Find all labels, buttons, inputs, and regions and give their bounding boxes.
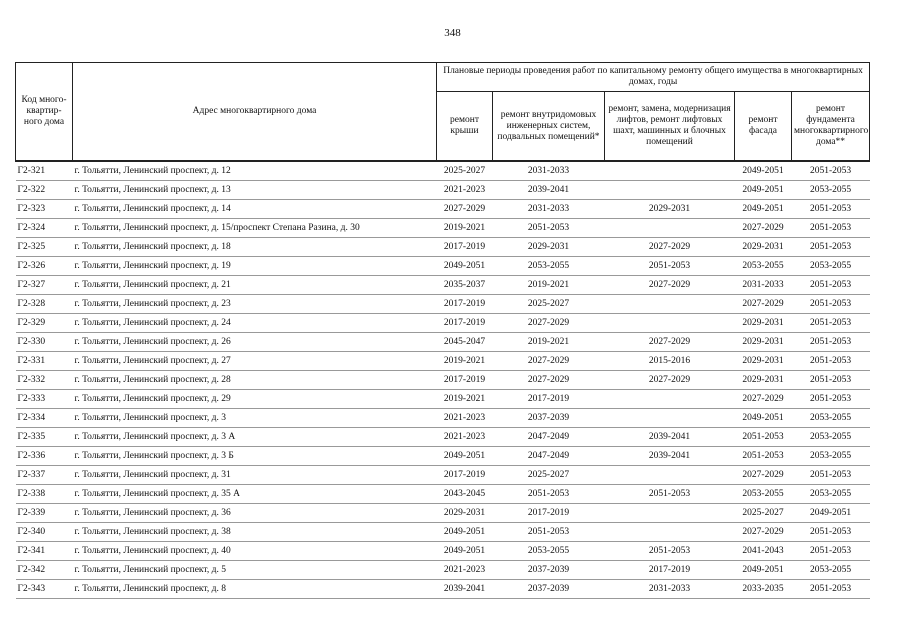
cell-foundation: 2051-2053 xyxy=(792,238,870,257)
cell-systems: 2025-2027 xyxy=(493,466,605,485)
table-row xyxy=(16,371,870,390)
cell-roof: 2025-2027 xyxy=(437,161,493,181)
cell-address: г. Тольятти, Ленинский проспект, д. 3 А xyxy=(73,428,437,447)
cell-address: г. Тольятти, Ленинский проспект, д. 19 xyxy=(73,257,437,276)
cell-systems: 2051-2053 xyxy=(493,219,605,238)
cell-address: г. Тольятти, Ленинский проспект, д. 5 xyxy=(73,561,437,580)
cell-facade: 2049-2051 xyxy=(735,200,792,219)
header-roof: ремонт крыши xyxy=(437,92,493,162)
cell-systems: 2031-2033 xyxy=(493,161,605,181)
cell-roof: 2017-2019 xyxy=(437,466,493,485)
cell-foundation: 2051-2053 xyxy=(792,219,870,238)
cell-systems: 2047-2049 xyxy=(493,428,605,447)
cell-foundation: 2051-2053 xyxy=(792,276,870,295)
cell-roof: 2019-2021 xyxy=(437,390,493,409)
cell-systems: 2053-2055 xyxy=(493,542,605,561)
cell-code: Г2-328 xyxy=(16,295,73,314)
table-row xyxy=(16,238,870,257)
cell-foundation: 2053-2055 xyxy=(792,181,870,200)
cell-foundation: 2053-2055 xyxy=(792,257,870,276)
table-row xyxy=(16,561,870,580)
cell-foundation: 2051-2053 xyxy=(792,161,870,181)
cell-code: Г2-336 xyxy=(16,447,73,466)
cell-foundation: 2051-2053 xyxy=(792,390,870,409)
header-foundation: ремонт фундамента многоквартирного дома** xyxy=(792,92,870,162)
cell-foundation: 2051-2053 xyxy=(792,295,870,314)
cell-foundation: 2053-2055 xyxy=(792,485,870,504)
cell-code: Г2-322 xyxy=(16,181,73,200)
cell-elevators: 2027-2029 xyxy=(605,333,735,352)
cell-roof: 2019-2021 xyxy=(437,219,493,238)
cell-elevators: 2051-2053 xyxy=(605,542,735,561)
cell-elevators xyxy=(605,504,735,523)
cell-foundation: 2049-2051 xyxy=(792,504,870,523)
cell-code: Г2-334 xyxy=(16,409,73,428)
table-row xyxy=(16,428,870,447)
cell-code: Г2-343 xyxy=(16,580,73,599)
cell-address: г. Тольятти, Ленинский проспект, д. 13 xyxy=(73,181,437,200)
cell-roof: 2019-2021 xyxy=(437,352,493,371)
header-periods: Плановые периоды проведения работ по капитальному ремонту общего имущества в многоквартирных домах, годы xyxy=(437,63,870,92)
cell-roof: 2021-2023 xyxy=(437,428,493,447)
cell-foundation: 2051-2053 xyxy=(792,200,870,219)
cell-code: Г2-340 xyxy=(16,523,73,542)
cell-code: Г2-338 xyxy=(16,485,73,504)
cell-systems: 2017-2019 xyxy=(493,504,605,523)
table-row xyxy=(16,466,870,485)
cell-address: г. Тольятти, Ленинский проспект, д. 18 xyxy=(73,238,437,257)
cell-roof: 2029-2031 xyxy=(437,504,493,523)
cell-elevators xyxy=(605,523,735,542)
table-row xyxy=(16,485,870,504)
table-row xyxy=(16,181,870,200)
cell-facade: 2033-2035 xyxy=(735,580,792,599)
cell-systems: 2051-2053 xyxy=(493,523,605,542)
cell-elevators: 2017-2019 xyxy=(605,561,735,580)
table-row xyxy=(16,276,870,295)
cell-facade: 2029-2031 xyxy=(735,333,792,352)
cell-code: Г2-327 xyxy=(16,276,73,295)
cell-address: г. Тольятти, Ленинский проспект, д. 3 xyxy=(73,409,437,428)
cell-systems: 2039-2041 xyxy=(493,181,605,200)
cell-systems: 2029-2031 xyxy=(493,238,605,257)
header-facade: ремонт фасада xyxy=(735,92,792,162)
cell-code: Г2-341 xyxy=(16,542,73,561)
cell-facade: 2031-2033 xyxy=(735,276,792,295)
cell-roof: 2049-2051 xyxy=(437,257,493,276)
cell-foundation: 2053-2055 xyxy=(792,409,870,428)
header-elevators: ремонт, замена, модернизация лифтов, ремонт лифтовых шахт, машинных и блочных помещений xyxy=(605,92,735,162)
cell-elevators xyxy=(605,295,735,314)
cell-roof: 2045-2047 xyxy=(437,333,493,352)
header-address: Адрес многоквартирного дома xyxy=(73,63,437,162)
cell-foundation: 2053-2055 xyxy=(792,561,870,580)
cell-systems: 2047-2049 xyxy=(493,447,605,466)
cell-address: г. Тольятти, Ленинский проспект, д. 29 xyxy=(73,390,437,409)
cell-foundation: 2051-2053 xyxy=(792,523,870,542)
table-row xyxy=(16,333,870,352)
cell-foundation: 2051-2053 xyxy=(792,542,870,561)
cell-code: Г2-335 xyxy=(16,428,73,447)
cell-systems: 2019-2021 xyxy=(493,333,605,352)
cell-systems: 2027-2029 xyxy=(493,352,605,371)
cell-facade: 2029-2031 xyxy=(735,314,792,333)
cell-address: г. Тольятти, Ленинский проспект, д. 40 xyxy=(73,542,437,561)
table-row xyxy=(16,390,870,409)
header-systems: ремонт внутридомовых инженерных систем, подвальных помещений* xyxy=(493,92,605,162)
cell-roof: 2017-2019 xyxy=(437,295,493,314)
cell-roof: 2017-2019 xyxy=(437,314,493,333)
table-row xyxy=(16,295,870,314)
cell-facade: 2025-2027 xyxy=(735,504,792,523)
cell-address: г. Тольятти, Ленинский проспект, д. 38 xyxy=(73,523,437,542)
table-row xyxy=(16,409,870,428)
cell-code: Г2-333 xyxy=(16,390,73,409)
cell-roof: 2021-2023 xyxy=(437,409,493,428)
table-row xyxy=(16,352,870,371)
cell-elevators xyxy=(605,409,735,428)
cell-elevators: 2039-2041 xyxy=(605,447,735,466)
cell-address: г. Тольятти, Ленинский проспект, д. 36 xyxy=(73,504,437,523)
cell-address: г. Тольятти, Ленинский проспект, д. 28 xyxy=(73,371,437,390)
cell-elevators: 2039-2041 xyxy=(605,428,735,447)
cell-roof: 2027-2029 xyxy=(437,200,493,219)
cell-facade: 2027-2029 xyxy=(735,466,792,485)
cell-roof: 2017-2019 xyxy=(437,238,493,257)
cell-facade: 2041-2043 xyxy=(735,542,792,561)
cell-systems: 2027-2029 xyxy=(493,314,605,333)
cell-foundation: 2051-2053 xyxy=(792,371,870,390)
cell-facade: 2027-2029 xyxy=(735,219,792,238)
cell-elevators: 2029-2031 xyxy=(605,200,735,219)
cell-code: Г2-321 xyxy=(16,161,73,181)
header-code: Код много- квартир- ного дома xyxy=(16,63,73,162)
cell-elevators: 2027-2029 xyxy=(605,371,735,390)
cell-foundation: 2053-2055 xyxy=(792,428,870,447)
cell-systems: 2037-2039 xyxy=(493,561,605,580)
cell-address: г. Тольятти, Ленинский проспект, д. 15/проспект Степана Разина, д. 30 xyxy=(73,219,437,238)
cell-facade: 2049-2051 xyxy=(735,181,792,200)
page-number: 348 xyxy=(444,27,461,39)
cell-elevators xyxy=(605,314,735,333)
cell-systems: 2051-2053 xyxy=(493,485,605,504)
cell-code: Г2-342 xyxy=(16,561,73,580)
cell-address: г. Тольятти, Ленинский проспект, д. 21 xyxy=(73,276,437,295)
table-row xyxy=(16,447,870,466)
cell-address: г. Тольятти, Ленинский проспект, д. 23 xyxy=(73,295,437,314)
cell-address: г. Тольятти, Ленинский проспект, д. 31 xyxy=(73,466,437,485)
cell-systems: 2025-2027 xyxy=(493,295,605,314)
cell-elevators xyxy=(605,161,735,181)
table-row xyxy=(16,257,870,276)
cell-facade: 2029-2031 xyxy=(735,352,792,371)
cell-roof: 2021-2023 xyxy=(437,181,493,200)
cell-code: Г2-331 xyxy=(16,352,73,371)
cell-roof: 2021-2023 xyxy=(437,561,493,580)
cell-foundation: 2053-2055 xyxy=(792,447,870,466)
cell-elevators: 2051-2053 xyxy=(605,485,735,504)
cell-elevators xyxy=(605,390,735,409)
cell-code: Г2-329 xyxy=(16,314,73,333)
cell-facade: 2027-2029 xyxy=(735,390,792,409)
cell-facade: 2053-2055 xyxy=(735,257,792,276)
cell-address: г. Тольятти, Ленинский проспект, д. 14 xyxy=(73,200,437,219)
cell-systems: 2037-2039 xyxy=(493,409,605,428)
cell-foundation: 2051-2053 xyxy=(792,352,870,371)
capital-repair-table xyxy=(15,62,870,599)
cell-facade: 2027-2029 xyxy=(735,523,792,542)
cell-facade: 2051-2053 xyxy=(735,428,792,447)
cell-elevators: 2027-2029 xyxy=(605,276,735,295)
table-row xyxy=(16,580,870,599)
cell-address: г. Тольятти, Ленинский проспект, д. 24 xyxy=(73,314,437,333)
cell-code: Г2-332 xyxy=(16,371,73,390)
cell-elevators: 2027-2029 xyxy=(605,238,735,257)
cell-code: Г2-330 xyxy=(16,333,73,352)
cell-elevators xyxy=(605,466,735,485)
cell-code: Г2-337 xyxy=(16,466,73,485)
table-body xyxy=(16,161,870,599)
cell-roof: 2035-2037 xyxy=(437,276,493,295)
cell-elevators xyxy=(605,219,735,238)
cell-systems: 2037-2039 xyxy=(493,580,605,599)
cell-code: Г2-325 xyxy=(16,238,73,257)
cell-facade: 2049-2051 xyxy=(735,161,792,181)
cell-facade: 2027-2029 xyxy=(735,295,792,314)
cell-facade: 2049-2051 xyxy=(735,561,792,580)
cell-facade: 2049-2051 xyxy=(735,409,792,428)
cell-code: Г2-339 xyxy=(16,504,73,523)
cell-address: г. Тольятти, Ленинский проспект, д. 12 xyxy=(73,161,437,181)
cell-address: г. Тольятти, Ленинский проспект, д. 27 xyxy=(73,352,437,371)
cell-systems: 2027-2029 xyxy=(493,371,605,390)
table-row xyxy=(16,542,870,561)
cell-roof: 2049-2051 xyxy=(437,523,493,542)
table-row xyxy=(16,314,870,333)
cell-elevators: 2051-2053 xyxy=(605,257,735,276)
cell-systems: 2031-2033 xyxy=(493,200,605,219)
cell-systems: 2053-2055 xyxy=(493,257,605,276)
cell-foundation: 2051-2053 xyxy=(792,580,870,599)
cell-facade: 2051-2053 xyxy=(735,447,792,466)
cell-roof: 2043-2045 xyxy=(437,485,493,504)
cell-foundation: 2051-2053 xyxy=(792,466,870,485)
table-row xyxy=(16,504,870,523)
cell-roof: 2017-2019 xyxy=(437,371,493,390)
cell-foundation: 2051-2053 xyxy=(792,333,870,352)
table-row xyxy=(16,219,870,238)
cell-facade: 2029-2031 xyxy=(735,238,792,257)
cell-roof: 2039-2041 xyxy=(437,580,493,599)
cell-systems: 2017-2019 xyxy=(493,390,605,409)
cell-foundation: 2051-2053 xyxy=(792,314,870,333)
table-row xyxy=(16,200,870,219)
cell-elevators: 2031-2033 xyxy=(605,580,735,599)
cell-roof: 2049-2051 xyxy=(437,542,493,561)
cell-elevators xyxy=(605,181,735,200)
cell-address: г. Тольятти, Ленинский проспект, д. 35 А xyxy=(73,485,437,504)
cell-systems: 2019-2021 xyxy=(493,276,605,295)
cell-code: Г2-326 xyxy=(16,257,73,276)
cell-elevators: 2015-2016 xyxy=(605,352,735,371)
cell-roof: 2049-2051 xyxy=(437,447,493,466)
cell-code: Г2-323 xyxy=(16,200,73,219)
cell-address: г. Тольятти, Ленинский проспект, д. 8 xyxy=(73,580,437,599)
cell-address: г. Тольятти, Ленинский проспект, д. 26 xyxy=(73,333,437,352)
cell-facade: 2053-2055 xyxy=(735,485,792,504)
table-row xyxy=(16,523,870,542)
cell-address: г. Тольятти, Ленинский проспект, д. 3 Б xyxy=(73,447,437,466)
table-row xyxy=(16,161,870,181)
cell-code: Г2-324 xyxy=(16,219,73,238)
cell-facade: 2029-2031 xyxy=(735,371,792,390)
